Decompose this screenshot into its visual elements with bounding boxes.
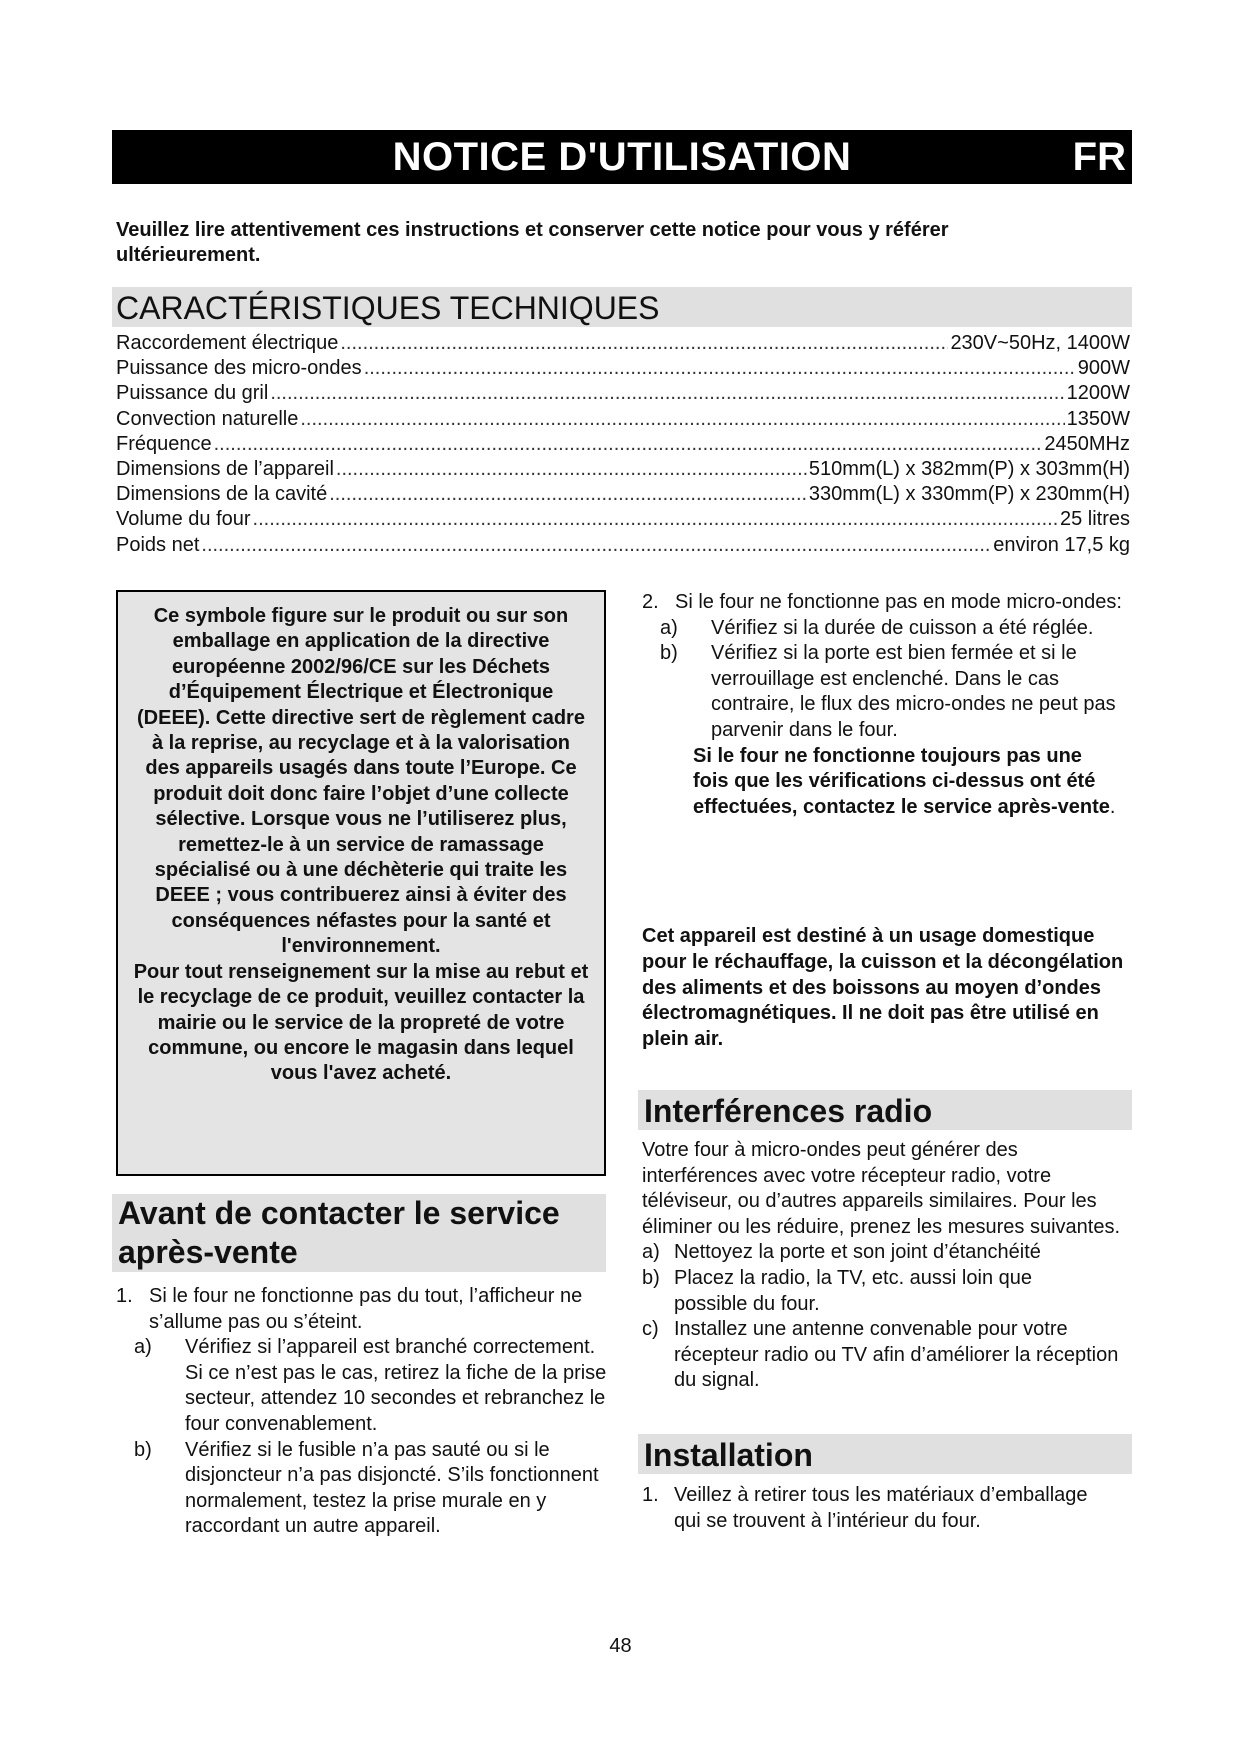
list-item	[642, 590, 1122, 616]
installation-heading: Installation	[638, 1434, 1132, 1474]
list-item	[642, 1317, 1132, 1394]
specs-heading: CARACTÉRISTIQUES TECHNIQUES	[112, 287, 1132, 327]
spec-label: Puissance du gril	[116, 382, 269, 405]
item-number: 1.	[642, 1484, 659, 1506]
title-bar	[112, 130, 1132, 184]
item-text: Nettoyez la porte et son joint d’étanchéité	[674, 1241, 1041, 1264]
sub-item-letter: b)	[660, 642, 678, 665]
spec-value: 1200W	[1066, 382, 1130, 405]
sub-item-letter: a)	[134, 1336, 152, 1359]
sub-item-letter: b)	[134, 1438, 152, 1461]
list-item	[642, 1240, 1132, 1266]
list-item	[116, 1284, 616, 1335]
service-heading: Avant de contacter le service après-vente	[112, 1194, 606, 1272]
page-title: NOTICE D'UTILISATION	[392, 135, 852, 179]
language-code: FR	[1072, 135, 1126, 179]
spec-value: 230V~50Hz, 1400W	[950, 332, 1130, 354]
sub-item-text: Vérifiez si la durée de cuisson a été réglée.	[711, 616, 1094, 639]
spec-value: 2450MHz	[1044, 432, 1130, 455]
sub-item	[134, 1438, 616, 1540]
installation-section	[642, 1483, 1132, 1534]
sub-item	[660, 616, 1122, 642]
spec-value: 25 litres	[1059, 508, 1130, 531]
spec-label: Raccordement électrique	[116, 332, 339, 354]
item-number: 1.	[116, 1285, 133, 1307]
radio-section	[642, 1138, 1132, 1394]
spec-row	[116, 457, 1130, 482]
list-item	[642, 1483, 1132, 1534]
weee-paragraph: Pour tout renseignement sur la mise au rebut et le recyclage de ce produit, veuillez contacter la mairie ou le service de la propreté de votre commune, ou encore le magasin dans lequel vous l'avez acheté.	[133, 960, 589, 1085]
sub-item-text: Vérifiez si la porte est bien fermée et si le verrouillage est enclenché. Dans le cas contraire, le flux des micro-ondes ne peut pas parvenir dans le four.	[711, 642, 1116, 741]
list-item	[642, 1266, 1132, 1317]
spec-row	[116, 407, 1130, 432]
radio-heading: Interférences radio	[638, 1090, 1132, 1130]
item-text: Si le four ne fonctionne pas du tout, l’afficheur ne s’allume pas ou s’éteint.	[149, 1285, 583, 1333]
spec-value: 1350W	[1066, 407, 1130, 430]
spec-label: Dimensions de l’appareil	[116, 457, 334, 480]
item-text: Veillez à retirer tous les matériaux d’emballage qui se trouvent à l’intérieur du four.	[674, 1484, 1088, 1532]
spec-label: Volume du four	[116, 508, 251, 531]
sub-item-text: Vérifiez si le fusible n’a pas sauté ou si le disjoncteur n’a pas disjoncté. S’ils fonctionnent normalement, testez la prise murale en y raccordant un autre appareil.	[185, 1438, 599, 1538]
service-warning	[642, 744, 1122, 821]
spec-row	[116, 533, 1130, 558]
weee-paragraph: Ce symbole figure sur le produit ou sur son emballage en application de la directive européenne 2002/96/CE sur les Déchets d’Équipement Électrique et Électronique (DEEE). Cette directive sert de règlement cadre à la reprise, au recyclage et à la valorisation des appareils usagés dans toute l’Europe. Ce produit doit donc faire l’objet d’une collecte sélective. Lorsque vous ne l’utiliserez plus, remettez-le à un service de ramassage spécialisé ou à une déchèterie qui traite les DEEE ; vous contribuerez ainsi à éviter des conséquences néfastes pour la santé et l'environnement.	[137, 605, 585, 958]
spec-value: 510mm(L) x 382mm(P) x 303mm(H)	[808, 457, 1130, 480]
spec-value: environ 17,5 kg	[993, 533, 1130, 556]
spec-row	[116, 356, 1130, 381]
spec-row	[116, 507, 1130, 532]
usage-note: Cet appareil est destiné à un usage domestique pour le réchauffage, la cuisson et la décongélation des aliments et des boissons au moyen d’ondes électromagnétiques. Il ne doit pas être utilisé en plein air.	[642, 925, 1124, 1051]
service-warning-bold: Si le four ne fonctionne toujours pas une fois que les vérifications ci-dessus ont été effectuées, contactez le service après-vente	[693, 744, 1110, 818]
spec-label: Poids net	[116, 533, 200, 556]
spec-row	[116, 331, 1130, 356]
spec-row	[116, 482, 1130, 507]
item-text: Installez une antenne convenable pour votre récepteur radio ou TV afin d’améliorer la réception du signal.	[674, 1318, 1119, 1392]
spec-label: Dimensions de la cavité	[116, 483, 328, 506]
sub-item	[134, 1335, 616, 1437]
spec-label: Puissance des micro-ondes	[116, 357, 362, 380]
item-letter: a)	[642, 1241, 660, 1264]
weee-notice-box	[116, 590, 606, 1176]
item-text: Si le four ne fonctionne pas en mode micro-ondes:	[675, 591, 1122, 613]
spec-label: Fréquence	[116, 432, 212, 455]
sub-item-text: Vérifiez si l’appareil est branché correctement. Si ce n’est pas le cas, retirez la fiche de la prise secteur, attendez 10 secondes et rebranchez le four convenablement.	[185, 1336, 607, 1435]
service-list-1	[116, 1284, 616, 1540]
radio-intro: Votre four à micro-ondes peut générer des interférences avec votre récepteur radio, votre téléviseur, ou d’autres appareils similaires. Pour les éliminer ou les réduire, prenez les mesures suivantes.	[642, 1139, 1120, 1238]
intro-text: Veuillez lire attentivement ces instructions et conserver cette notice pour vous y référer ultérieurement.	[116, 219, 949, 266]
specs-list	[116, 331, 1130, 558]
service-list-2	[642, 590, 1122, 820]
item-text: Placez la radio, la TV, etc. aussi loin que possible du four.	[674, 1266, 1032, 1315]
sub-item-letter: a)	[660, 616, 678, 639]
service-warning-end: .	[1109, 795, 1116, 818]
item-number: 2.	[642, 591, 659, 613]
item-letter: c)	[642, 1318, 659, 1341]
spec-value: 330mm(L) x 330mm(P) x 230mm(H)	[808, 483, 1130, 506]
page-number: 48	[609, 1635, 632, 1657]
spec-value: 900W	[1077, 357, 1130, 380]
spec-row	[116, 381, 1130, 406]
spec-label: Convection naturelle	[116, 407, 299, 430]
sub-item	[660, 641, 1122, 743]
spec-row	[116, 432, 1130, 457]
item-letter: b)	[642, 1266, 660, 1289]
